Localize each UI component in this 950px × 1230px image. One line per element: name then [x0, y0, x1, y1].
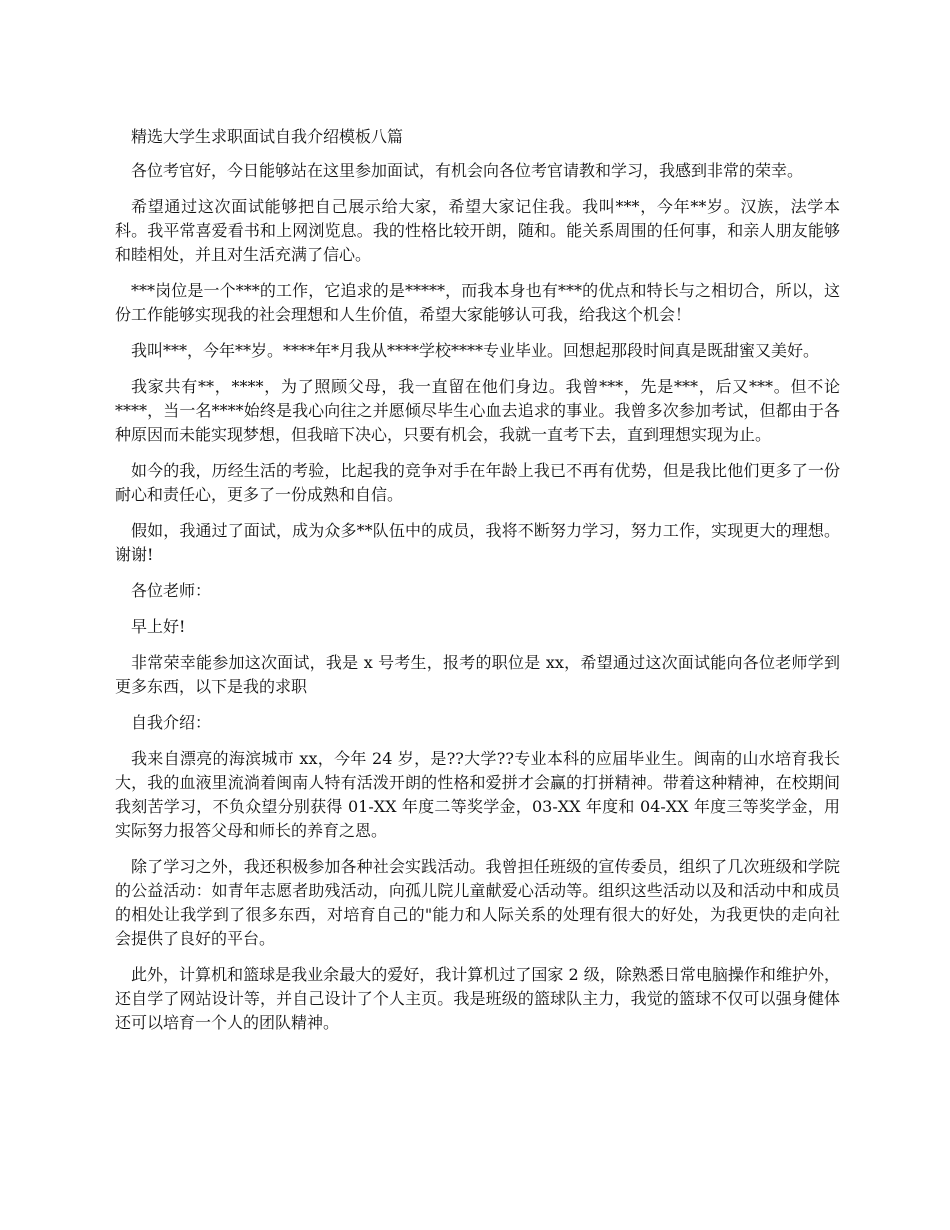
- document-title: 精选大学生求职面试自我介绍模板八篇: [131, 127, 404, 146]
- section-heading: 自我介绍：: [131, 713, 212, 732]
- paragraph: 除了学习之外，我还积极参加各种社会实践活动。我曾担任班级的宣传委员，组织了几次班级和学院的公益活动：如青年志愿者助残活动，向孤儿院儿童献爱心活动等。组织这些活动以及和活动中和成员的相处让我学到了很多东西，对培育自己的"能力和人际关系的处理有很大的好处，为我更快的走向社会提供了良好的平台。: [115, 857, 840, 948]
- greeting-line: 各位老师：: [131, 581, 212, 600]
- paragraph: 如今的我，历经生活的考验，比起我的竞争对手在年龄上我已不再有优势，但是我比他们更多了一份耐心和责任心，更多了一份成熟和自信。: [115, 461, 840, 504]
- paragraph: 此外，计算机和篮球是我业余最大的爱好，我计算机过了国家 2 级，除熟悉日常电脑操作和维护外，还自学了网站设计等，并自己设计了个人主页。我是班级的篮球队主力，我觉的篮球不仅可以强身健体还可以培育一个人的团队精神。: [115, 965, 840, 1032]
- paragraph: 我来自漂亮的海滨城市 xx，今年 24 岁，是??大学??专业本科的应届毕业生。闽南的山水培育我长大，我的血液里流淌着闽南人特有活泼开朗的性格和爱拼才会赢的打拼精神。带着这种精神，在校期间我刻苦学习，不负众望分别获得 01-XX 年度二等奖学金，03-XX 年度和 04-XX 年度三等奖学金，用实际努力报答父母和师长的养育之恩。: [115, 749, 840, 840]
- paragraph: 假如，我通过了面试，成为众多**队伍中的成员，我将不断努力学习，努力工作，实现更大的理想。谢谢!: [115, 521, 840, 564]
- paragraph: 希望通过这次面试能够把自己展示给大家，希望大家记住我。我叫***，今年**岁。汉族，法学本科。我平常喜爱看书和上网浏览息。我的性格比较开朗，随和。能关系周围的任何事，和亲人朋友能够和睦相处，并且对生活充满了信心。: [115, 197, 840, 264]
- greeting-line: 早上好!: [131, 617, 186, 636]
- paragraph: 各位考官好，今日能够站在这里参加面试，有机会向各位考官请教和学习，我感到非常的荣幸。: [131, 161, 804, 180]
- paragraph: 非常荣幸能参加这次面试，我是 x 号考生，报考的职位是 xx，希望通过这次面试能向各位老师学到更多东西，以下是我的求职: [115, 653, 840, 696]
- document-page: [115, 125, 840, 1047]
- paragraph: ***岗位是一个***的工作，它追求的是*****，而我本身也有***的优点和特长与之相切合，所以，这份工作能够实现我的社会理想和人生价值，希望大家能够认可我，给我这个机会！: [115, 281, 840, 324]
- paragraph: 我家共有**，****，为了照顾父母，我一直留在他们身边。我曾***，先是***，后又***。但不论****，当一名****始终是我心向往之并愿倾尽毕生心血去追求的事业。我曾多次参加考试，但都由于各种原因而未能实现梦想，但我暗下决心，只要有机会，我就一直考下去，直到理想实现为止。: [115, 377, 840, 444]
- paragraph: 我叫***，今年**岁。****年*月我从****学校****专业毕业。回想起那段时间真是既甜蜜又美好。: [131, 341, 820, 360]
